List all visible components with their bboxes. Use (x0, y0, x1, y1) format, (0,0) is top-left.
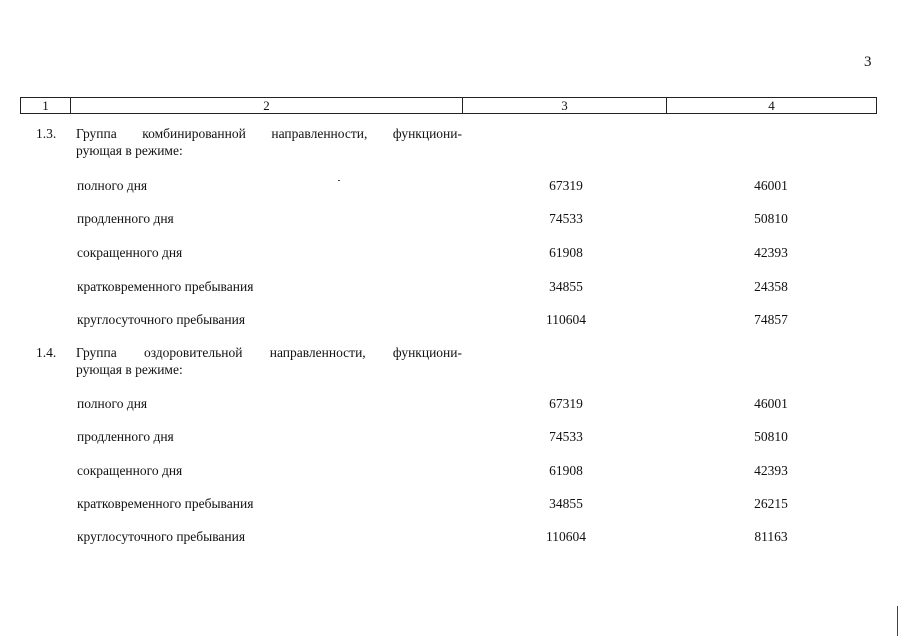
row-value-col4: 46001 (754, 396, 788, 411)
row-value-col4: 24358 (754, 279, 788, 294)
section-title-line1: Группа комбинированной направленности, функциони- (76, 126, 462, 141)
row-label: сокращенного дня (77, 245, 183, 260)
row-value-col3: 34855 (549, 496, 583, 511)
row-value-col4: 74857 (754, 312, 788, 327)
row-value-col3: 61908 (549, 245, 583, 260)
row-value-col3: 110604 (546, 312, 586, 327)
row-value-col3: 110604 (546, 529, 586, 544)
row-value-col4: 50810 (754, 429, 788, 444)
row-value-col4: 26215 (754, 496, 788, 511)
row-label: продленного дня (77, 211, 174, 226)
section-title-line2: рующая в режиме: (76, 143, 183, 158)
row-value-col3: 74533 (549, 429, 583, 444)
row-value-col3: 34855 (549, 279, 583, 294)
row-value-col4: 42393 (754, 463, 788, 478)
row-label: полного дня (77, 396, 148, 411)
row-value-col3: 67319 (549, 178, 583, 193)
scan-edge-line (897, 606, 898, 636)
row-label: круглосуточного пребывания (77, 529, 246, 544)
column-header-4: 4 (768, 98, 775, 113)
section-number: 1.3. (36, 126, 57, 141)
row-label: кратковременного пребывания (77, 496, 254, 511)
row-value-col4: 81163 (754, 529, 788, 544)
row-value-col3: 61908 (549, 463, 583, 478)
column-header-2: 2 (71, 98, 463, 113)
column-header-1: 1 (21, 98, 71, 113)
row-label: сокращенного дня (77, 463, 183, 478)
column-header-row (20, 97, 877, 114)
row-value-col3: 74533 (549, 211, 583, 226)
row-value-col4: 42393 (754, 245, 788, 260)
row-label: продленного дня (77, 429, 174, 444)
row-label: кратковременного пребывания (77, 279, 254, 294)
row-value-col4: 46001 (754, 178, 788, 193)
page-number: 3 (864, 54, 872, 70)
row-value-col4: 50810 (754, 211, 788, 226)
column-header-3: 3 (463, 98, 667, 113)
row-value-col3: 67319 (549, 396, 583, 411)
scan-speck (338, 180, 340, 181)
section-title-line1: Группа оздоровительной направленности, функциони- (76, 345, 462, 360)
section-number: 1.4. (36, 345, 57, 360)
section-title-line2: рующая в режиме: (76, 362, 183, 377)
row-label: круглосуточного пребывания (77, 312, 246, 327)
row-label: полного дня (77, 178, 148, 193)
